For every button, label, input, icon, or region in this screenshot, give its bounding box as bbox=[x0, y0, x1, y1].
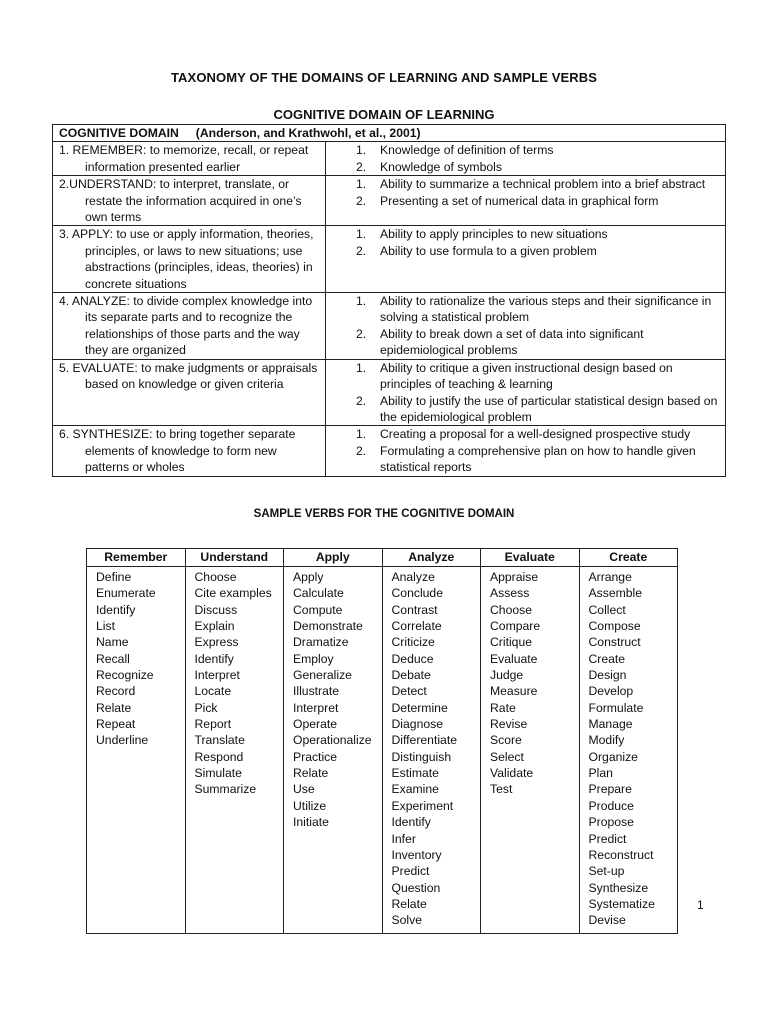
examples-list bbox=[330, 176, 721, 209]
column-header-apply: Apply bbox=[284, 549, 383, 567]
examples-list bbox=[330, 426, 721, 475]
verb-item: Detect bbox=[391, 684, 427, 699]
verb-item: Modify bbox=[588, 733, 625, 748]
list-item: 2. Knowledge of symbols bbox=[356, 159, 502, 174]
table-header-cell: COGNITIVE DOMAIN (Anderson, and Krathwohl, et al., 2001) bbox=[53, 125, 726, 142]
column-header-understand: Understand bbox=[185, 549, 284, 567]
verb-item: Measure bbox=[490, 684, 538, 699]
verb-item: Systematize bbox=[588, 896, 655, 911]
verb-item: Identify bbox=[194, 651, 234, 666]
verb-item: Record bbox=[96, 684, 136, 699]
verb-item: Generalize bbox=[293, 668, 352, 683]
verb-item: Deduce bbox=[391, 651, 434, 666]
level-description: 1. REMEMBER: to memorize, recall, or repeat information presented earlier bbox=[59, 143, 309, 174]
level-cell bbox=[53, 226, 326, 293]
verb-item: Underline bbox=[96, 733, 149, 748]
verb-item: Identify bbox=[391, 815, 431, 830]
verb-item: Explain bbox=[194, 619, 235, 634]
verb-item: Illustrate bbox=[293, 684, 340, 699]
verb-item: Criticize bbox=[391, 635, 435, 650]
verb-item: Predict bbox=[588, 831, 627, 846]
level-cell bbox=[53, 293, 326, 360]
verb-item: Choose bbox=[490, 602, 533, 617]
verb-item: Differentiate bbox=[391, 733, 457, 748]
examples-cell bbox=[326, 176, 726, 226]
verb-item: Design bbox=[588, 668, 627, 683]
verb-item: Initiate bbox=[293, 815, 329, 830]
verb-item: Collect bbox=[588, 602, 626, 617]
verb-item: Determine bbox=[391, 700, 448, 715]
verb-item: Dramatize bbox=[293, 635, 349, 650]
level-description: 5. EVALUATE: to make judgments or appraisals based on knowledge or given criteria bbox=[59, 360, 318, 392]
verb-item: Judge bbox=[490, 668, 524, 683]
verb-item: Conclude bbox=[391, 586, 443, 601]
table-row bbox=[53, 142, 726, 176]
verb-item: Assemble bbox=[588, 586, 643, 601]
column-header-analyze: Analyze bbox=[382, 549, 481, 567]
verb-item: Organize bbox=[588, 749, 638, 764]
verb-item: Propose bbox=[588, 815, 634, 830]
level-cell bbox=[53, 142, 326, 176]
verb-item: Estimate bbox=[391, 766, 439, 781]
verb-item: Translate bbox=[194, 733, 245, 748]
examples-cell bbox=[326, 359, 726, 426]
verb-item: Diagnose bbox=[391, 717, 443, 732]
verb-item: Produce bbox=[588, 798, 634, 813]
verb-item: Develop bbox=[588, 684, 634, 699]
verb-item: Enumerate bbox=[96, 586, 156, 601]
list-item: 1. Ability to summarize a technical problem into a brief abstract bbox=[356, 177, 706, 192]
examples-list bbox=[330, 360, 721, 426]
sample-verbs-table bbox=[86, 548, 678, 934]
verb-item: Analyze bbox=[391, 570, 435, 584]
verb-item: Use bbox=[293, 782, 315, 797]
verb-item: Repeat bbox=[96, 717, 136, 732]
verb-item: Set-up bbox=[588, 864, 625, 879]
verbs-column-remember bbox=[87, 567, 186, 934]
verb-item: Define bbox=[96, 570, 132, 584]
verb-item: Predict bbox=[391, 864, 430, 879]
verb-item: Experiment bbox=[391, 798, 454, 813]
verb-item: Summarize bbox=[194, 782, 257, 797]
verb-item: Apply bbox=[293, 570, 324, 584]
examples-cell bbox=[326, 426, 726, 476]
table-row bbox=[53, 293, 726, 360]
verb-item: Compute bbox=[293, 602, 343, 617]
verb-item: Calculate bbox=[293, 586, 344, 601]
verb-item: Discuss bbox=[194, 602, 238, 617]
verb-item: Interpret bbox=[194, 668, 240, 683]
verb-item: Practice bbox=[293, 749, 338, 764]
verb-item: Compare bbox=[490, 619, 541, 634]
examples-list bbox=[330, 226, 721, 259]
verb-item: Critique bbox=[490, 635, 532, 650]
verbs-header-row bbox=[87, 549, 678, 567]
verb-item: Relate bbox=[96, 700, 132, 715]
verb-item: Inventory bbox=[391, 847, 442, 862]
list-item: 1. Ability to apply principles to new situations bbox=[356, 227, 608, 242]
document-title: TAXONOMY OF THE DOMAINS OF LEARNING AND SAMPLE VERBS bbox=[170, 70, 598, 85]
verb-item: Test bbox=[490, 782, 513, 797]
verb-item: Formulate bbox=[588, 700, 644, 715]
verb-item: Recognize bbox=[96, 668, 154, 683]
verb-item: Synthesize bbox=[588, 880, 649, 895]
verb-item: Operate bbox=[293, 717, 338, 732]
verb-item: Appraise bbox=[490, 570, 539, 584]
page-number: 1 bbox=[697, 898, 704, 912]
list-item: 2. Formulating a comprehensive plan on how to handle given statistical reports bbox=[356, 443, 696, 475]
cognitive-domain-table bbox=[52, 124, 726, 477]
verb-item: Correlate bbox=[391, 619, 442, 634]
examples-cell bbox=[326, 293, 726, 360]
level-description: 4. ANALYZE: to divide complex knowledge into its separate parts and to recognize the relationships of those parts and the way they are organized bbox=[59, 294, 313, 358]
verb-item: Choose bbox=[194, 570, 237, 584]
verb-item: List bbox=[96, 619, 115, 634]
verb-item: Express bbox=[194, 635, 239, 650]
column-header-create: Create bbox=[579, 549, 678, 567]
verb-item: Construct bbox=[588, 635, 641, 650]
verb-item: Compose bbox=[588, 619, 641, 634]
level-description: 3. APPLY: to use or apply information, theories, principles, or laws to new situations; use abstractions (principles, ideas, theories) in concrete situations bbox=[59, 227, 314, 291]
verbs-row bbox=[87, 567, 678, 934]
verb-item: Identify bbox=[96, 602, 136, 617]
list-item: 2. Ability to use formula to a given problem bbox=[356, 243, 597, 258]
verb-item: Relate bbox=[391, 896, 427, 911]
level-cell bbox=[53, 359, 326, 426]
verb-item: Debate bbox=[391, 668, 431, 683]
verb-item: Respond bbox=[194, 749, 244, 764]
verb-item: Distinguish bbox=[391, 749, 452, 764]
list-item: 2. Ability to justify the use of particular statistical design based on the epidemiological problem bbox=[356, 393, 718, 424]
table-row bbox=[53, 359, 726, 426]
examples-cell bbox=[326, 142, 726, 176]
column-header-evaluate: Evaluate bbox=[481, 549, 580, 567]
verbs-column-evaluate bbox=[481, 567, 580, 934]
verb-item: Revise bbox=[490, 717, 528, 732]
examples-list bbox=[330, 142, 721, 175]
list-item: 1. Ability to critique a given instructional design based on principles of teaching & learning bbox=[356, 360, 673, 392]
verb-item: Simulate bbox=[194, 766, 242, 781]
section-title: COGNITIVE DOMAIN OF LEARNING bbox=[273, 107, 495, 122]
verbs-column-apply bbox=[284, 567, 383, 934]
verb-item: Reconstruct bbox=[588, 847, 654, 862]
verb-item: Manage bbox=[588, 717, 633, 732]
verb-item: Employ bbox=[293, 651, 334, 666]
verb-item: Name bbox=[96, 635, 129, 650]
verb-item: Validate bbox=[490, 766, 534, 781]
verbs-column-analyze bbox=[382, 567, 481, 934]
verb-item: Cite examples bbox=[194, 586, 272, 601]
verb-item: Plan bbox=[588, 766, 613, 781]
list-item: 1. Ability to rationalize the various steps and their significance in solving a statistical problem bbox=[356, 294, 712, 325]
verb-item: Contrast bbox=[391, 602, 438, 617]
verb-item: Create bbox=[588, 651, 626, 666]
verb-item: Interpret bbox=[293, 700, 339, 715]
verb-item: Rate bbox=[490, 700, 516, 715]
list-item: 2. Ability to break down a set of data into significant epidemiological problems bbox=[356, 326, 644, 358]
verbs-column-understand bbox=[185, 567, 284, 934]
verb-item: Score bbox=[490, 733, 522, 748]
list-item: 1. Knowledge of definition of terms bbox=[356, 143, 554, 158]
table-header-row bbox=[53, 125, 726, 142]
verb-item: Locate bbox=[194, 684, 232, 699]
list-item: 1. Creating a proposal for a well-designed prospective study bbox=[356, 427, 691, 442]
verb-item: Report bbox=[194, 717, 232, 732]
table-row bbox=[53, 426, 726, 476]
verb-item: Select bbox=[490, 749, 524, 764]
verb-item: Operationalize bbox=[293, 733, 372, 748]
verb-item: Infer bbox=[391, 831, 416, 846]
verb-item: Utilize bbox=[293, 798, 327, 813]
verb-item: Prepare bbox=[588, 782, 632, 797]
column-header-remember: Remember bbox=[87, 549, 186, 567]
level-cell bbox=[53, 426, 326, 476]
verb-item: Devise bbox=[588, 913, 626, 928]
verb-item: Arrange bbox=[588, 570, 632, 584]
list-item: 2. Presenting a set of numerical data in graphical form bbox=[356, 193, 659, 208]
examples-list bbox=[330, 293, 721, 359]
examples-cell bbox=[326, 226, 726, 293]
verb-item: Question bbox=[391, 880, 441, 895]
verb-item: Solve bbox=[391, 913, 422, 928]
level-description: 6. SYNTHESIZE: to bring together separate elements of knowledge to form new patterns or wholes bbox=[59, 427, 296, 475]
verb-item: Examine bbox=[391, 782, 439, 797]
verbs-column-create bbox=[579, 567, 678, 934]
table-row bbox=[53, 226, 726, 293]
verb-item: Recall bbox=[96, 651, 130, 666]
verb-item: Assess bbox=[490, 586, 530, 601]
verb-item: Relate bbox=[293, 766, 329, 781]
verb-item: Pick bbox=[194, 700, 218, 715]
level-description: 2.UNDERSTAND: to interpret, translate, or restate the information acquired in one’s own terms bbox=[59, 177, 302, 225]
table-row bbox=[53, 176, 726, 226]
verb-item: Evaluate bbox=[490, 651, 538, 666]
verbs-section-title: SAMPLE VERBS FOR THE COGNITIVE DOMAIN bbox=[253, 508, 515, 520]
level-cell bbox=[53, 176, 326, 226]
verb-item: Demonstrate bbox=[293, 619, 363, 634]
